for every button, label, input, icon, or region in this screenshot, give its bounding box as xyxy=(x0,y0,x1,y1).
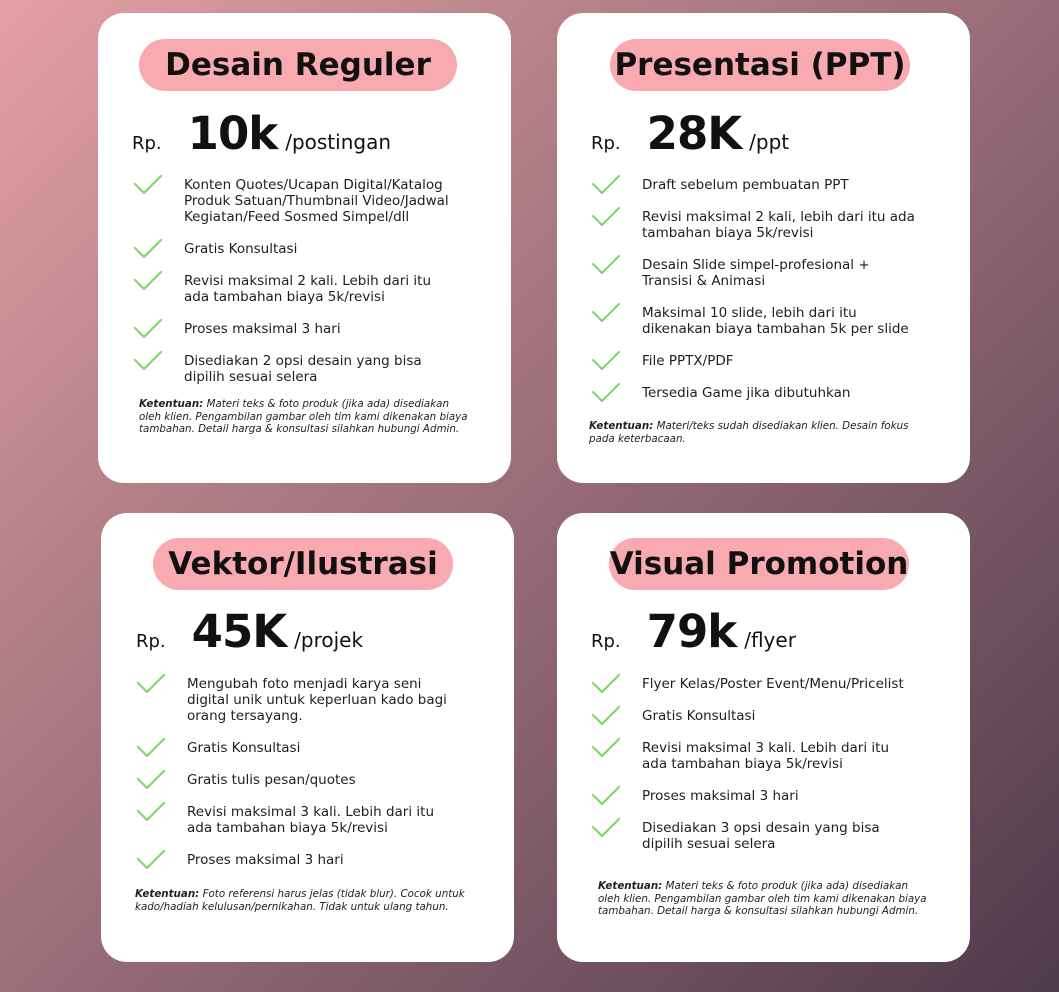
check-icon xyxy=(591,253,621,277)
feature-item xyxy=(591,353,916,385)
terms-note xyxy=(135,888,470,913)
feature-text: Mengubah foto menjadi karya seni digital unik untuk keperluan kado bagi orang tersayang. xyxy=(187,676,447,724)
feature-text: Proses maksimal 3 hari xyxy=(187,852,344,868)
pricing-card-presentasi xyxy=(557,13,970,483)
price-amount: 10k xyxy=(187,107,278,160)
feature-text: Draft sebelum pembuatan PPT xyxy=(642,177,849,193)
feature-item xyxy=(591,708,916,740)
terms-label: Ketentuan: xyxy=(135,888,200,900)
terms-label: Ketentuan: xyxy=(139,398,204,410)
check-icon xyxy=(591,784,621,808)
check-icon xyxy=(591,173,621,197)
check-icon xyxy=(591,704,621,728)
currency-label: Rp. xyxy=(591,133,621,154)
terms-text: Materi teks & foto produk (jika ada) disediakan oleh klien. Pengambilan gambar oleh tim kami dikenakan biaya tambahan. Detail harga & konsultasi silahkan hubungi Admin. xyxy=(139,398,468,435)
feature-item xyxy=(133,177,453,241)
currency-label: Rp. xyxy=(591,631,621,652)
card-title: Vektor/Ilustrasi xyxy=(153,538,453,590)
card-title: Desain Reguler xyxy=(139,39,457,91)
check-icon xyxy=(591,205,621,229)
terms-text: Materi teks & foto produk (jika ada) disediakan oleh klien. Pengambilan gambar oleh tim kami dikenakan biaya tambahan. Detail harga & konsultasi silahkan hubungi Admin. xyxy=(598,880,927,917)
check-icon xyxy=(133,317,163,341)
terms-note xyxy=(598,880,933,918)
pricing-card-vektor-ilustrasi xyxy=(101,513,514,962)
feature-text: Flyer Kelas/Poster Event/Menu/Pricelist xyxy=(642,676,904,692)
price-row xyxy=(591,107,789,160)
feature-text: Maksimal 10 slide, lebih dari itu dikenakan biaya tambahan 5k per slide xyxy=(642,305,909,337)
check-icon xyxy=(133,349,163,373)
price-amount: 28K xyxy=(646,107,742,160)
terms-text: Materi/teks sudah disediakan klien. Desain fokus pada keterbacaan. xyxy=(589,420,909,445)
feature-list xyxy=(591,177,916,417)
feature-text: Gratis Konsultasi xyxy=(184,241,298,257)
feature-text: Proses maksimal 3 hari xyxy=(642,788,799,804)
check-icon xyxy=(133,237,163,261)
feature-item xyxy=(133,353,453,401)
pricing-card-visual-promotion xyxy=(557,513,970,962)
terms-note xyxy=(139,398,474,436)
check-icon xyxy=(133,173,163,197)
feature-list xyxy=(133,177,453,401)
card-title: Presentasi (PPT) xyxy=(610,39,910,91)
feature-item xyxy=(591,305,916,353)
feature-text: Revisi maksimal 3 kali. Lebih dari itu ada tambahan biaya 5k/revisi xyxy=(187,804,434,836)
feature-text: Revisi maksimal 2 kali, lebih dari itu ada tambahan biaya 5k/revisi xyxy=(642,209,915,241)
terms-text: Foto referensi harus jelas (tidak blur). Cocok untuk kado/hadiah kelulusan/pernikahan. Tidak untuk ulang tahun. xyxy=(135,888,465,913)
feature-item xyxy=(136,772,461,804)
check-icon xyxy=(591,672,621,696)
price-row xyxy=(591,605,796,658)
terms-label: Ketentuan: xyxy=(598,880,663,892)
currency-label: Rp. xyxy=(132,133,162,154)
pricing-card-desain-reguler xyxy=(98,13,511,483)
feature-text: Disediakan 2 opsi desain yang bisa dipilih sesuai selera xyxy=(184,353,422,385)
price-amount: 79k xyxy=(646,605,737,658)
feature-text: Konten Quotes/Ucapan Digital/Katalog Produk Satuan/Thumbnail Video/Jadwal Kegiatan/Feed Sosmed Simpel/dll xyxy=(184,177,449,225)
currency-label: Rp. xyxy=(136,631,166,652)
feature-item xyxy=(136,740,461,772)
check-icon xyxy=(591,349,621,373)
check-icon xyxy=(591,301,621,325)
feature-item xyxy=(591,257,916,305)
feature-text: Tersedia Game jika dibutuhkan xyxy=(642,385,851,401)
feature-item xyxy=(133,241,453,273)
price-amount: 45K xyxy=(191,605,287,658)
check-icon xyxy=(136,736,166,760)
feature-text: Disediakan 3 opsi desain yang bisa dipilih sesuai selera xyxy=(642,820,880,852)
check-icon xyxy=(591,816,621,840)
feature-text: Desain Slide simpel-profesional + Transisi & Animasi xyxy=(642,257,870,289)
check-icon xyxy=(136,800,166,824)
price-row xyxy=(136,605,363,658)
feature-text: Gratis Konsultasi xyxy=(187,740,301,756)
feature-item xyxy=(591,177,916,209)
feature-item xyxy=(591,820,916,868)
feature-item xyxy=(136,676,461,740)
feature-text: Proses maksimal 3 hari xyxy=(184,321,341,337)
check-icon xyxy=(136,672,166,696)
terms-note xyxy=(589,420,919,445)
check-icon xyxy=(591,736,621,760)
price-row xyxy=(132,107,391,160)
check-icon xyxy=(136,768,166,792)
feature-text: Revisi maksimal 2 kali. Lebih dari itu ada tambahan biaya 5k/revisi xyxy=(184,273,431,305)
check-icon xyxy=(136,848,166,872)
feature-item xyxy=(591,209,916,257)
feature-text: Gratis tulis pesan/quotes xyxy=(187,772,356,788)
check-icon xyxy=(133,269,163,293)
terms-label: Ketentuan: xyxy=(589,420,654,432)
price-unit: /ppt xyxy=(749,130,790,154)
price-unit: /postingan xyxy=(285,130,392,154)
price-unit: /projek xyxy=(294,628,364,652)
feature-item xyxy=(591,385,916,417)
feature-item xyxy=(133,273,453,321)
card-title: Visual Promotion xyxy=(609,538,909,590)
price-unit: /flyer xyxy=(744,628,796,652)
feature-item xyxy=(136,804,461,852)
feature-text: File PPTX/PDF xyxy=(642,353,734,369)
feature-text: Gratis Konsultasi xyxy=(642,708,756,724)
feature-item xyxy=(591,740,916,788)
feature-list xyxy=(591,676,916,868)
feature-list xyxy=(136,676,461,884)
feature-text: Revisi maksimal 3 kali. Lebih dari itu ada tambahan biaya 5k/revisi xyxy=(642,740,889,772)
feature-item xyxy=(133,321,453,353)
feature-item xyxy=(136,852,461,884)
feature-item xyxy=(591,676,916,708)
feature-item xyxy=(591,788,916,820)
check-icon xyxy=(591,381,621,405)
